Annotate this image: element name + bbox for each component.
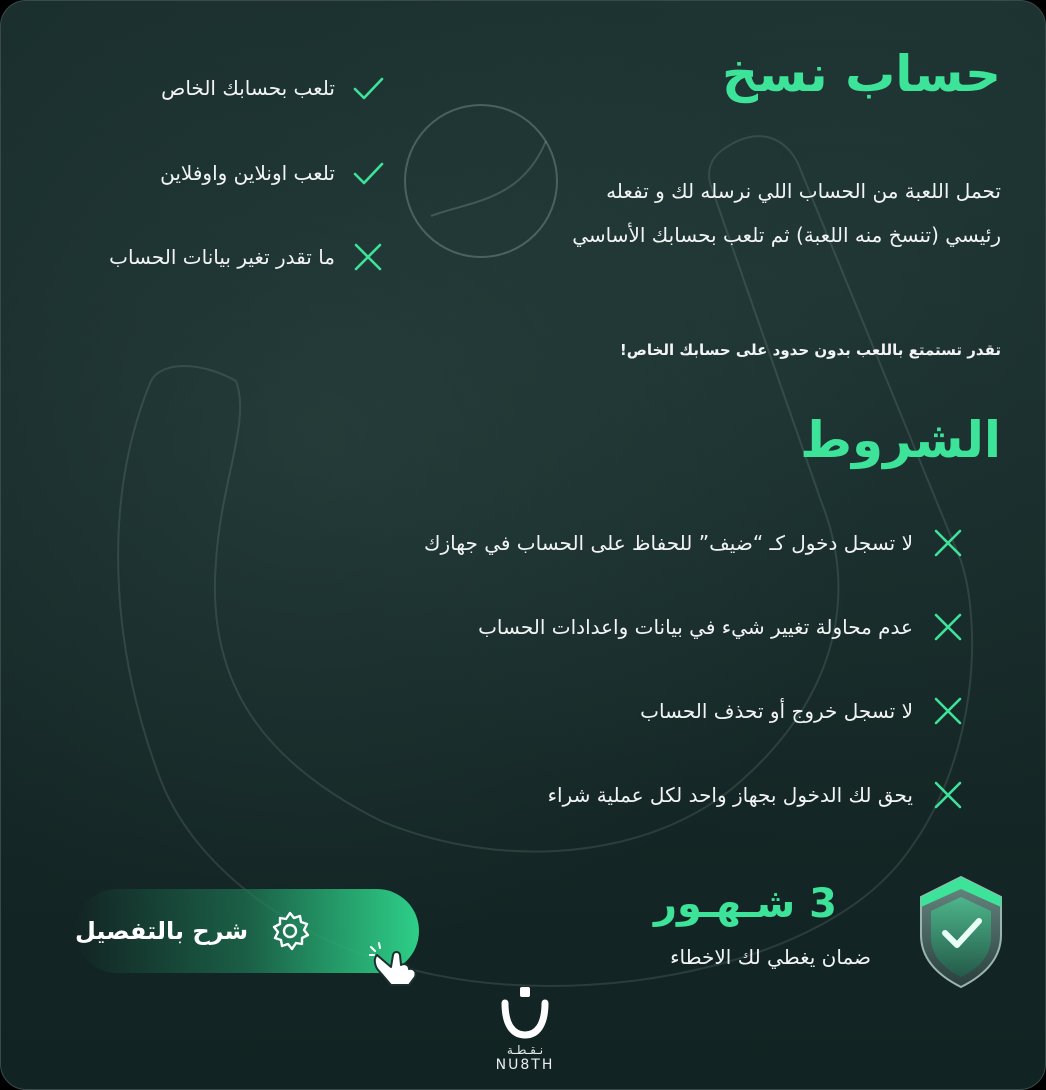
cross-icon (931, 694, 965, 728)
check-icon (351, 71, 385, 105)
cross-icon (931, 778, 965, 812)
feature-item (109, 240, 385, 274)
term-item (548, 778, 965, 812)
term-label: يحق لك الدخول بجهاز واحد لكل عملية شراء (547, 783, 913, 807)
warranty-duration: 3 شـهـور (654, 881, 837, 927)
terms-title: الشروط (800, 411, 1001, 469)
feature-label: ما تقدر تغير بيانات الحساب (109, 245, 335, 269)
brand-logo (489, 985, 561, 1075)
feature-label: تلعب بحسابك الخاص (161, 76, 335, 100)
term-label: لا تسجل خروج أو تحذف الحساب (640, 699, 913, 723)
details-button[interactable] (75, 889, 419, 973)
brand-arabic: نـقـطـة (506, 1043, 544, 1057)
page-title: حساب نسخ (721, 45, 1001, 103)
term-label: عدم محاولة تغيير شيء في بيانات واعدادات الحساب (478, 615, 913, 639)
cross-icon (351, 240, 385, 274)
cross-icon (931, 610, 965, 644)
term-item (640, 694, 965, 728)
hand-pointer-icon (369, 941, 421, 987)
term-item (424, 526, 965, 560)
warranty-label: ضمان يغطي لك الاخطاء (670, 945, 871, 969)
feature-label: تلعب اونلاين واوفلاين (160, 161, 335, 185)
shield-check-icon (911, 873, 1011, 993)
description: تحمل اللعبة من الحساب اللي نرسله لك و تفعله رئيسي (تنسخ منه اللعبة) ثم تلعب بحسابك الأساسي (572, 179, 1001, 247)
feature-item (161, 71, 385, 105)
gear-icon (268, 909, 312, 953)
term-item (478, 610, 965, 644)
feature-item (160, 156, 385, 190)
term-label: لا تسجل دخول كـ “ضيف” للحفاظ على الحساب في جهازك (424, 531, 913, 555)
brand-english: NU8TH (495, 1057, 555, 1073)
nu8th-logo-icon (495, 985, 555, 1039)
cross-icon (931, 526, 965, 560)
details-button-label: شرح بالتفصيل (75, 917, 249, 945)
check-icon (351, 156, 385, 190)
highlight-note: تقدر تستمتع باللعب بدون حدود على حسابك الخاص! (619, 341, 1001, 359)
